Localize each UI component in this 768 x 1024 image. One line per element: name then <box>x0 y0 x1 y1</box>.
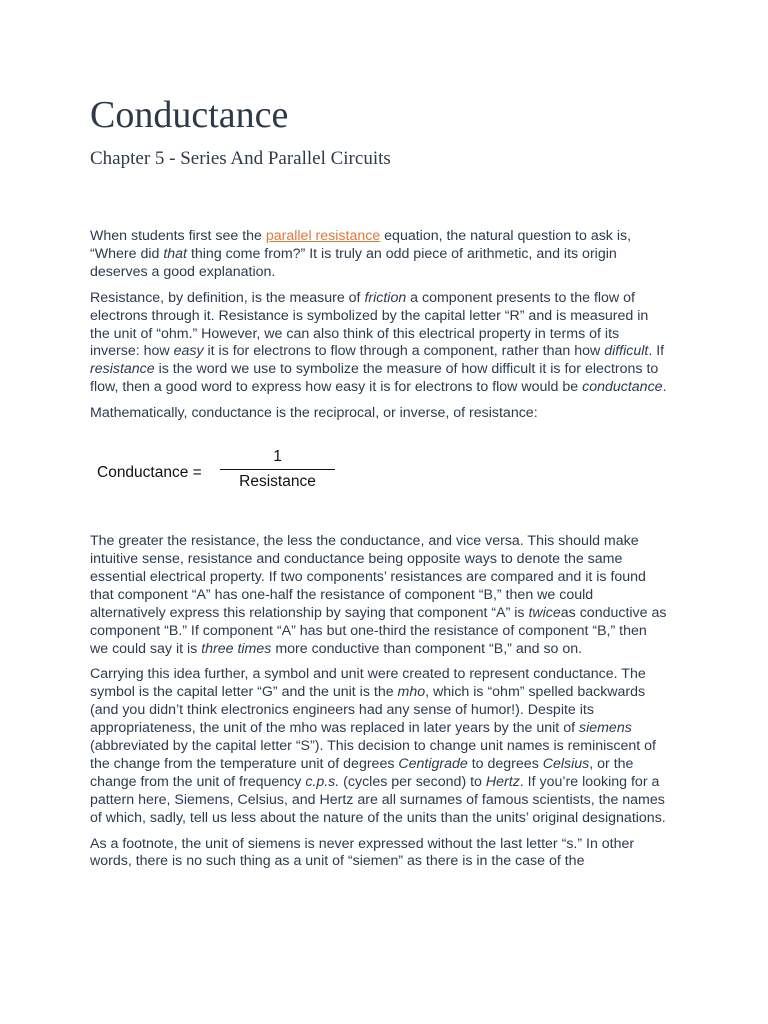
paragraph-units <box>90 666 668 827</box>
chapter-subtitle: Chapter 5 - Series And Parallel Circuits <box>90 148 391 169</box>
conductance-formula-block <box>90 431 668 525</box>
emphasis: resistance <box>90 361 155 378</box>
text-run: a component presents to the flow of electrons through it. Resistance is symbolized by the capital letter “R” and is measured in the unit of “ohm.” However, we can also think of this electrical property in terms of its inverse: how <box>90 289 649 360</box>
article-body <box>90 228 668 879</box>
formula-denominator: Resistance <box>239 473 316 491</box>
text-run: . If <box>648 343 665 360</box>
paragraph-inverse-relationship <box>90 533 668 658</box>
text-run: Resistance, by definition, is the measure of <box>90 289 365 306</box>
emphasis: twice <box>528 604 561 621</box>
emphasis: friction <box>364 289 407 306</box>
paragraph-resistance-definition <box>90 290 668 397</box>
parallel-resistance-link[interactable]: parallel resistance <box>265 228 381 244</box>
text-run: as conductive as component “B.” If component “A” has but one-third the resistance of component “B,” then we could say it is <box>90 604 667 657</box>
text-run: Carrying this idea further, a symbol and unit were created to represent conductance. The symbol is the capital letter “G” and the unit is the <box>90 666 646 701</box>
text-run: The greater the resistance, the less the conductance, and vice versa. This should make intuitive sense, resistance and conductance being opposite ways to denote the same essential electrical property. If two components’ resistances are compared and it is found that component “A” has one-half the resistance of component “B,” then we could alternatively express this relationship by saying that component “A” is <box>90 533 646 621</box>
emphasis: c.p.s. <box>305 773 340 790</box>
text-run: , which is “ohm” spelled backwards (and you didn’t think electronics engineers had any sense of humor!). Despite its appropriateness, the unit of the mho was replaced in later years by the unit of <box>90 684 646 737</box>
text-run: . <box>662 379 667 396</box>
emphasis: that <box>163 245 187 262</box>
text-run: (abbreviated by the capital letter “S”). This decision to change unit names is reminiscent of the change from the temperature unit of degrees <box>90 738 656 772</box>
text-run: . If you’re looking for a pattern here, Siemens, Celsius, and Hertz are all surnames of famous scientists, the names of which, sadly, tell us less about the nature of the units than the units’ original designations. <box>90 773 666 826</box>
text-run: it is for electrons to flow through a component, rather than how <box>203 343 605 360</box>
text-run: thing come from?” It is truly an odd piece of arithmetic, and its origin deserves a good explanation. <box>90 245 617 280</box>
emphasis: easy <box>173 343 204 360</box>
emphasis: difficult <box>604 343 649 360</box>
text-run: equation, the natural question to ask is, “Where did <box>90 228 632 262</box>
formula-fraction <box>220 448 335 491</box>
emphasis: Centigrade <box>398 755 468 772</box>
text-run: When students first see the <box>90 228 266 244</box>
paragraph-reciprocal: Mathematically, conductance is the reciprocal, or inverse, of resistance: <box>90 405 538 422</box>
emphasis: Celsius <box>542 755 590 772</box>
text-run: more conductive than component “B,” and so on. <box>271 640 583 657</box>
emphasis: conductance <box>582 379 663 396</box>
formula-lhs: Conductance = <box>97 464 202 482</box>
paragraph-intro <box>90 228 668 282</box>
paragraph-footnote: As a footnote, the unit of siemens is never expressed without the last letter “s.” In other words, there is no such thing as a unit of “siemen” as there is in the case of the <box>90 835 635 870</box>
formula-numerator: 1 <box>273 448 282 466</box>
emphasis: siemens <box>578 720 632 737</box>
emphasis: three times <box>201 640 272 657</box>
fraction-bar <box>220 469 335 470</box>
text-run: (cycles per second) to <box>339 773 486 790</box>
emphasis: mho <box>397 684 426 701</box>
page-title: Conductance <box>90 94 289 136</box>
text-run: is the word we use to symbolize the measure of how difficult it is for electrons to flow, then a good word to express how easy it is for electrons to flow would be <box>90 361 659 396</box>
text-run: to degrees <box>467 755 543 772</box>
emphasis: Hertz <box>485 773 520 790</box>
text-run: , or the change from the unit of frequency <box>90 755 634 790</box>
